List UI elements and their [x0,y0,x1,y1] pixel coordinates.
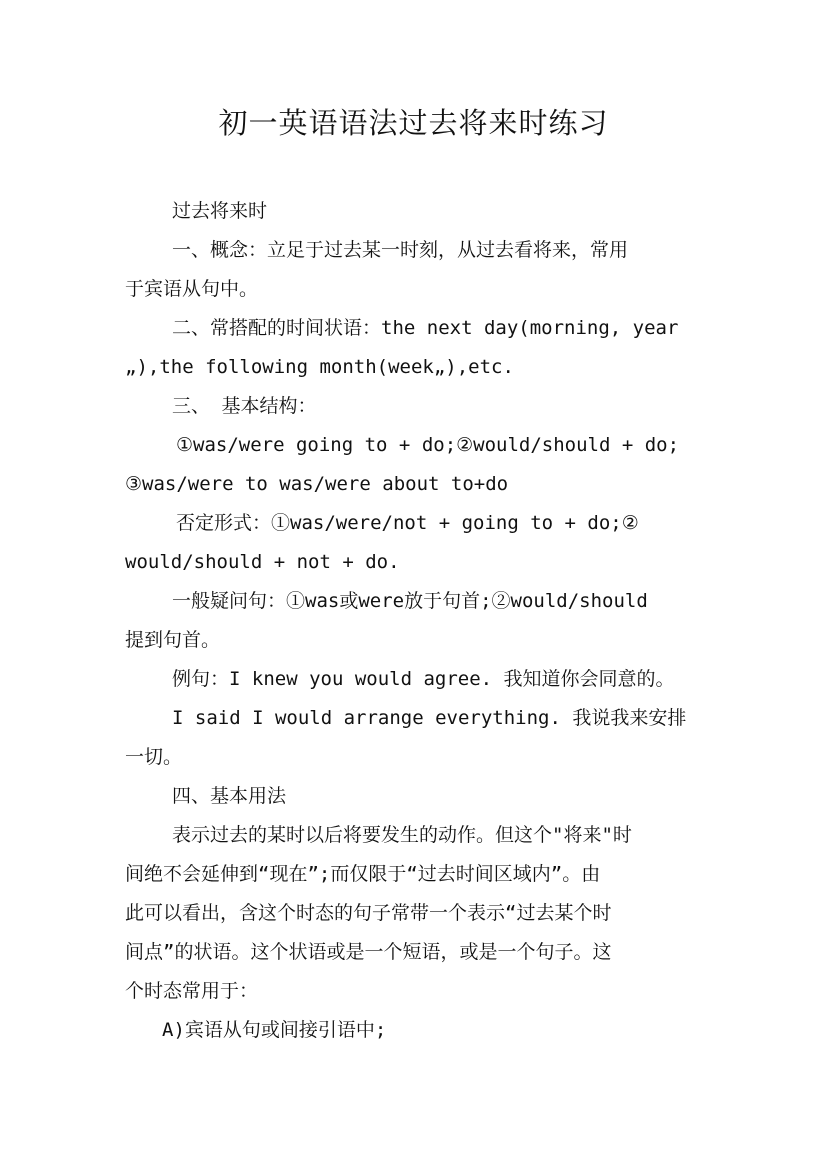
example-sentence: I said I would arrange everything. 我说我来安排 [172,707,687,729]
paragraph-line: 间点”的状语。这个状语或是一个短语，或是一个句子。这 [125,941,612,963]
paragraph-line: 间绝不会延伸到“现在”;而仅限于“过去时间区域内”。由 [125,863,601,885]
paragraph-line: 二、常搭配的时间状语：the next day(morning, year [172,317,679,339]
section-heading: 三、 基本结构： [172,395,317,417]
paragraph-line: ①was/were going to + do;②would/should + do; [176,434,680,456]
paragraph-line: 于宾语从句中。 [125,278,259,300]
section-heading: 过去将来时 [172,200,268,222]
paragraph-line: 否定形式：①was/were/not + going to + do;② [176,512,639,534]
list-item: A)宾语从句或间接引语中; [162,1019,387,1041]
section-heading: 四、基本用法 [172,785,287,807]
paragraph-line: 提到句首。 [125,629,221,651]
paragraph-line: would/should + not + do. [125,551,400,573]
paragraph-line: 表示过去的某时以后将要发生的动作。但这个"将来"时 [172,824,632,846]
paragraph-line: 一、概念：立足于过去某一时刻，从过去看将来，常用 [172,239,629,261]
page-title: 初一英语语法过去将来时练习 [218,106,609,140]
paragraph-line: ③was/were to was/were about to+do [125,473,509,495]
paragraph-line: „),the following month(week„),etc. [125,356,514,378]
paragraph-line: 个时态常用于： [125,980,259,1002]
example-sentence: 例句：I knew you would agree. 我知道你会同意的。 [172,668,675,690]
example-sentence: 一切。 [125,746,183,768]
paragraph-line: 此可以看出，含这个时态的句子常带一个表示“过去某个时 [125,902,612,924]
paragraph-line: 一般疑问句：①was或were放于句首;②would/should [172,590,648,612]
